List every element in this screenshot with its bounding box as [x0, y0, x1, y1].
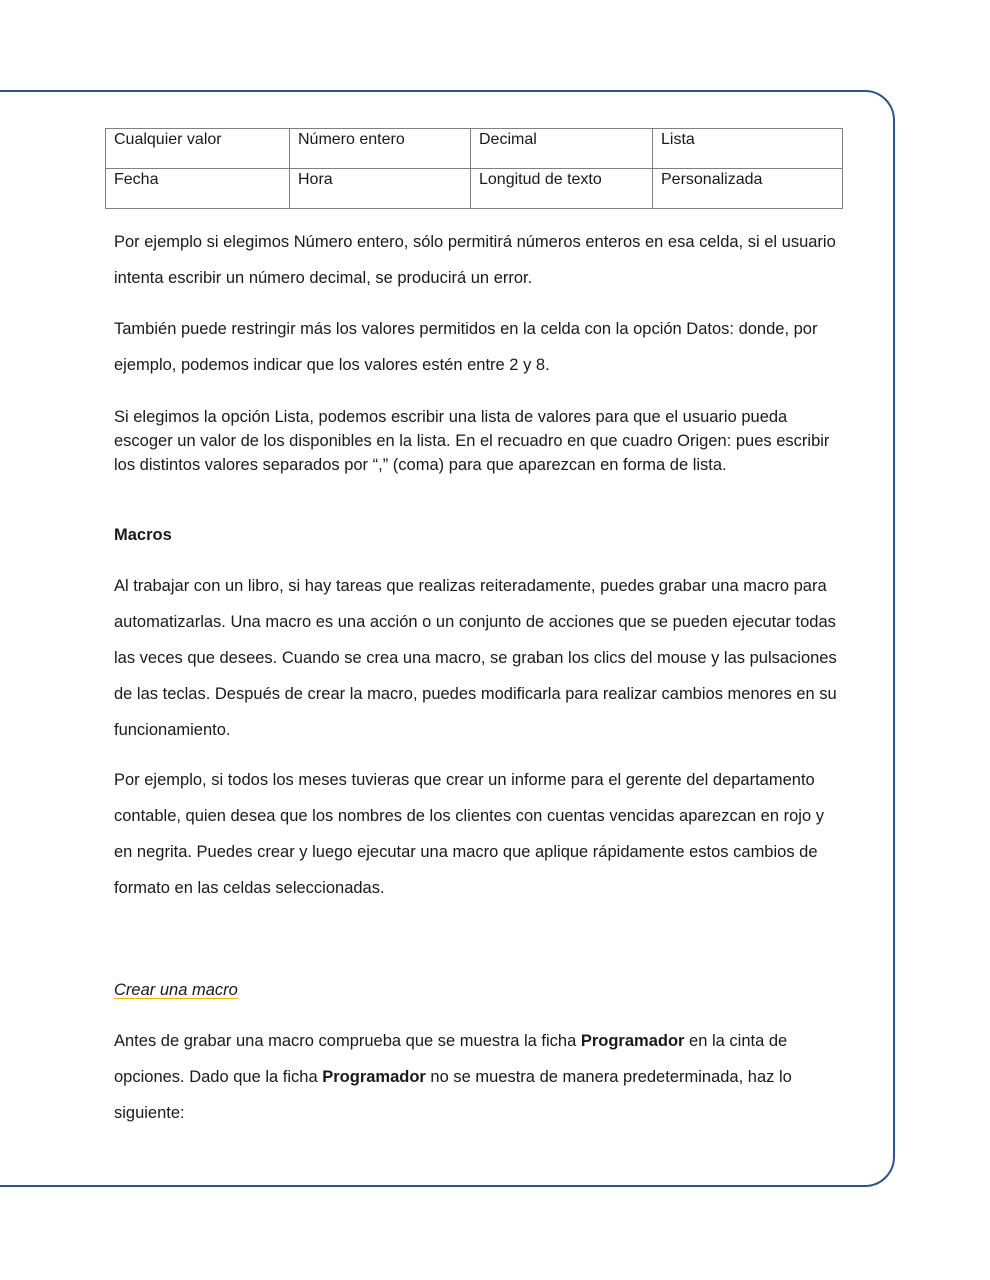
paragraph-lista: Si elegimos la opción Lista, podemos escribir una lista de valores para que el usuario pueda escoger un valor de los disponibles en la lista. En el recuadro en que cuadro Origen: pues escribir los distintos valores separados por “,” (coma) para que aparezcan en forma de lista. [114, 408, 830, 474]
validation-types-table [105, 128, 843, 209]
table-cell: Hora [290, 169, 471, 209]
text-part: Antes de grabar una macro comprueba que se muestra la ficha [114, 1032, 581, 1050]
table-row [106, 129, 843, 169]
text-part: en la cinta de opciones. Dado que la ficha [114, 1032, 788, 1086]
table-cell: Personalizada [653, 169, 843, 209]
paragraph-macros-example: Por ejemplo, si todos los meses tuvieras que crear un informe para el gerente del departamento contable, quien desea que los nombres de los clientes con cuentas vencidas aparezcan en rojo y en negrita. Puedes crear y luego ejecutar una macro que aplique rápidamente estos cambios de formato en las celdas seleccionadas. [114, 771, 824, 897]
table-cell: Cualquier valor [106, 129, 290, 169]
table-cell: Fecha [106, 169, 290, 209]
paragraph-programador [114, 1023, 844, 1131]
table-cell: Número entero [290, 129, 471, 169]
bold-programador: Programador [322, 1068, 426, 1086]
paragraph-datos: También puede restringir más los valores permitidos en la celda con la opción Datos: donde, por ejemplo, podemos indicar que los valores estén entre 2 y 8. [114, 320, 818, 374]
table-cell: Lista [653, 129, 843, 169]
heading-crear-macro: Crear una macro [114, 981, 238, 999]
table-cell: Decimal [471, 129, 653, 169]
heading-macros: Macros [114, 526, 172, 544]
table-cell: Longitud de texto [471, 169, 653, 209]
bold-programador: Programador [580, 1032, 685, 1050]
paragraph-numero-entero: Por ejemplo si elegimos Número entero, sólo permitirá números enteros en esa celda, si el usuario intenta escribir un número decimal, se producirá un error. [114, 233, 836, 287]
heading-crear-macro-wrapper [114, 978, 844, 1002]
table-row [106, 169, 843, 209]
paragraph-macros-intro: Al trabajar con un libro, si hay tareas que realizas reiteradamente, puedes grabar una macro para automatizarlas. Una macro es una acción o un conjunto de acciones que se pueden ejecutar todas las veces que desees. Cuando se crea una macro, se graban los clics del mouse y las pulsaciones de las teclas. Después de crear la macro, puedes modificarla para realizar cambios menores en su funcionamiento. [114, 577, 837, 739]
text-part: no se muestra de manera predeterminada, haz lo siguiente: [114, 1068, 792, 1122]
